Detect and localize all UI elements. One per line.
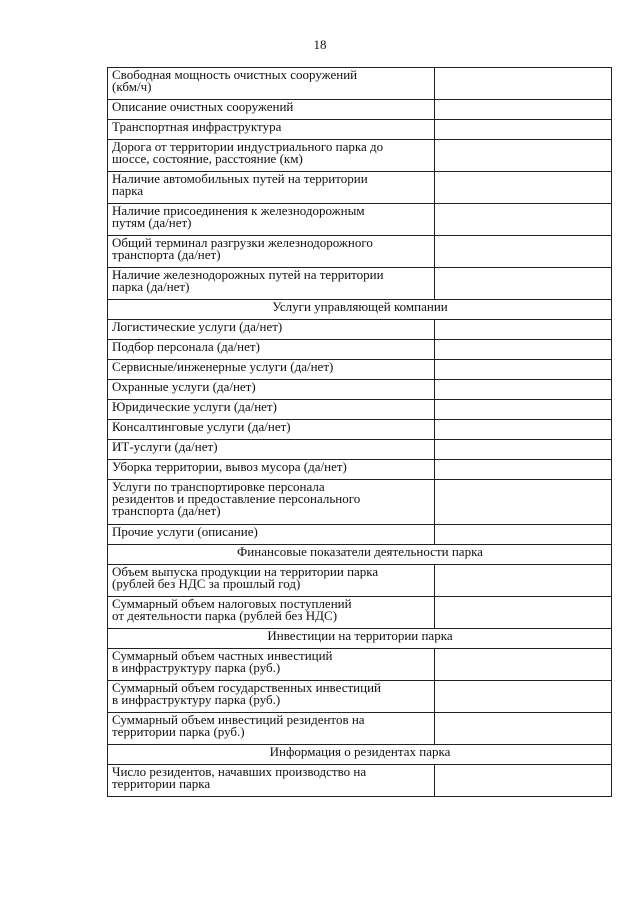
field-label: Суммарный объем частных инвестиций в инфраструктуру парка (руб.) [108,649,435,681]
field-label: Прочие услуги (описание) [108,525,435,545]
section-header-row [108,545,612,565]
section-title: Информация о резидентах парка [108,745,612,765]
field-value-cell[interactable] [435,400,612,420]
field-value-cell[interactable] [435,525,612,545]
table-row [108,597,612,629]
field-label: Юридические услуги (да/нет) [108,400,435,420]
field-label: Суммарный объем налоговых поступлений от деятельности парка (рублей без НДС) [108,597,435,629]
section-title: Финансовые показатели деятельности парка [108,545,612,565]
table-row [108,360,612,380]
field-value-cell[interactable] [435,440,612,460]
field-value-cell[interactable] [435,120,612,140]
field-value-cell[interactable] [435,140,612,172]
field-label: Описание очистных сооружений [108,100,435,120]
field-value-cell[interactable] [435,480,612,525]
field-label: Консалтинговые услуги (да/нет) [108,420,435,440]
field-label: Общий терминал разгрузки железнодорожного транспорта (да/нет) [108,236,435,268]
table-body [108,68,612,797]
field-label: Услуги по транспортировке персонала резидентов и предоставление персонального транспорта (да/нет) [108,480,435,525]
field-label: ИТ-услуги (да/нет) [108,440,435,460]
table-row [108,420,612,440]
field-value-cell[interactable] [435,460,612,480]
section-title: Услуги управляющей компании [108,300,612,320]
field-label: Сервисные/инженерные услуги (да/нет) [108,360,435,380]
field-value-cell[interactable] [435,380,612,400]
table-row [108,565,612,597]
field-value-cell[interactable] [435,268,612,300]
table-row [108,100,612,120]
table-row [108,460,612,480]
table-row [108,649,612,681]
field-label: Объем выпуска продукции на территории парка (рублей без НДС за прошлый год) [108,565,435,597]
table-row [108,681,612,713]
page-number: 18 [313,37,327,52]
field-value-cell[interactable] [435,649,612,681]
section-header-row [108,629,612,649]
table-row [108,713,612,745]
table-row [108,236,612,268]
section-header-row [108,745,612,765]
field-label: Уборка территории, вывоз мусора (да/нет) [108,460,435,480]
table-row [108,320,612,340]
table-row [108,440,612,460]
field-value-cell[interactable] [435,420,612,440]
field-value-cell[interactable] [435,565,612,597]
field-value-cell[interactable] [435,340,612,360]
field-label: Число резидентов, начавших производство на территории парка [108,765,435,797]
field-value-cell[interactable] [435,360,612,380]
table-row [108,480,612,525]
table-row [108,340,612,360]
field-label: Наличие железнодорожных путей на территории парка (да/нет) [108,268,435,300]
field-value-cell[interactable] [435,204,612,236]
table-row [108,268,612,300]
field-value-cell[interactable] [435,765,612,797]
field-label: Суммарный объем государственных инвестиций в инфраструктуру парка (руб.) [108,681,435,713]
field-value-cell[interactable] [435,597,612,629]
field-value-cell[interactable] [435,236,612,268]
field-label: Наличие присоединения к железнодорожным путям (да/нет) [108,204,435,236]
field-value-cell[interactable] [435,320,612,340]
table-row [108,400,612,420]
field-label: Дорога от территории индустриального парка до шоссе, состояние, расстояние (км) [108,140,435,172]
field-value-cell[interactable] [435,100,612,120]
section-title: Инвестиции на территории парка [108,629,612,649]
field-label: Наличие автомобильных путей на территории парка [108,172,435,204]
field-value-cell[interactable] [435,172,612,204]
table-row [108,765,612,797]
table-row [108,120,612,140]
park-info-table [107,67,612,797]
table-row [108,172,612,204]
field-value-cell[interactable] [435,681,612,713]
table-row [108,68,612,100]
table-row [108,140,612,172]
table-row [108,204,612,236]
table-row [108,525,612,545]
field-label: Суммарный объем инвестиций резидентов на территории парка (руб.) [108,713,435,745]
field-value-cell[interactable] [435,713,612,745]
section-header-row [108,300,612,320]
field-label: Свободная мощность очистных сооружений (кбм/ч) [108,68,435,100]
field-label: Транспортная инфраструктура [108,120,435,140]
field-value-cell[interactable] [435,68,612,100]
field-label: Охранные услуги (да/нет) [108,380,435,400]
field-label: Подбор персонала (да/нет) [108,340,435,360]
table-row [108,380,612,400]
field-label: Логистические услуги (да/нет) [108,320,435,340]
